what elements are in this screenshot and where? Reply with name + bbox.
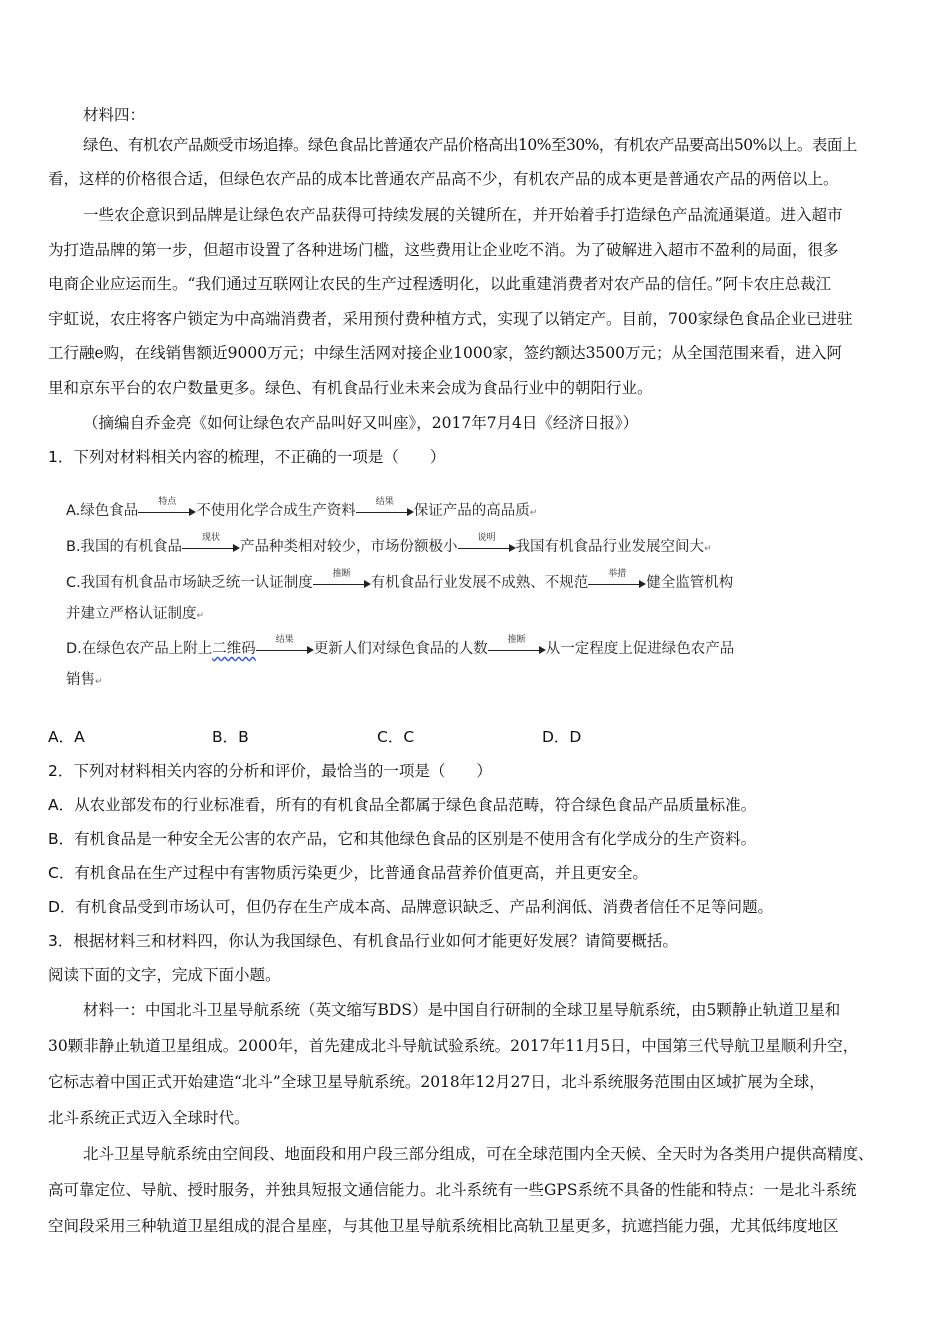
arrow-icon [588, 569, 646, 594]
option-text: 从一定程度上促进绿色农产品 [545, 641, 735, 657]
option-text: 产品种类相对较少，市场份额极小 [240, 539, 458, 555]
material4-line: 里和京东平台的农户数量更多。绿色、有机食品行业未来会成为食品行业中的朝阳行业。 [48, 379, 653, 397]
material1-line: 材料一：中国北斗卫星导航系统（英文缩写BDS）是中国自行研制的全球卫星导航系统，由5颗静止轨道卫星和 [83, 1001, 841, 1019]
paragraph-line: 高可靠定位、导航、授时服务，并独具短报文通信能力。北斗系统有一些GPS系统不具备的性能和特点：一是北斗系统 [48, 1181, 857, 1199]
arrow-icon [256, 635, 314, 660]
paragraph-line: 北斗卫星导航系统由空间段、地面段和用户段三部分组成，可在全球范围内全天候、全天时为各类用户提供高精度、 [83, 1145, 874, 1163]
option-text: 二维码 [212, 641, 256, 657]
material4-source: （摘编自乔金亮《如何让绿色农产品叫好又叫座》，2017年7月4日《经济日报》） [83, 414, 639, 432]
q1-choice-a[interactable]: A．A [48, 728, 85, 746]
arrow-label: 现状 [202, 533, 221, 543]
option-text: 销售 [66, 672, 95, 688]
option-text: 更新人们对绿色食品的人数 [313, 641, 488, 657]
q2-option-c[interactable]: C．有机食品在生产过程中有害物质污染更少，比普通食品营养价值更高，并且更安全。 [48, 864, 648, 882]
reading-intro: 阅读下面的文字，完成下面小题。 [48, 966, 281, 984]
material1-line: 北斗系统正式迈入全球时代。 [48, 1109, 250, 1127]
q1-option-d-line2: 销售↵ [66, 672, 103, 688]
arrow-label: 推断 [332, 569, 351, 579]
arrow-icon [313, 569, 371, 594]
arrow-icon [458, 533, 516, 558]
q1-option-c [66, 569, 734, 594]
option-text: C.我国有机食品市场缺乏统一认证制度 [66, 575, 313, 591]
material4-line: 电商企业应运而生。“我们通过互联网让农民的生产过程透明化，以此重建消费者对农产品的信任。”阿卡农庄总裁江 [48, 275, 832, 293]
material4-heading: 材料四： [83, 106, 146, 124]
q1-stem: 1．下列对材料相关内容的梳理，不正确的一项是（ ） [48, 448, 446, 466]
option-text: 并建立严格认证制度 [66, 606, 197, 622]
arrow-icon [138, 497, 196, 522]
material4-line: 为打造品牌的第一步，但超市设置了各种进场门槛，这些费用让企业吃不消。为了破解进入超市不盈利的局面，很多 [48, 241, 839, 259]
material4-line: 看，这样的价格很合适，但绿色农产品的成本比普通农产品高不少，有机农产品的成本更是普通农产品的两倍以上。 [48, 170, 839, 188]
arrow-label: 结果 [275, 635, 294, 645]
material4-line: 一些农企意识到品牌是让绿色农产品获得可持续发展的关键所在，并开始着手打造绿色产品流通渠道。进入超市 [83, 206, 843, 224]
option-text: 保证产品的高品质 [413, 503, 530, 519]
option-text: 有机食品行业发展不成熟、不规范 [370, 575, 589, 591]
option-text: B.我国的有机食品 [66, 539, 183, 555]
q2-stem: 2．下列对材料相关内容的分析和评价，最恰当的一项是（ ） [48, 762, 492, 780]
material4-line: 宇虹说，农庄将客户锁定为中高端消费者，采用预付费种植方式，实现了以销定产。目前，700家绿色食品企业已进驻 [48, 310, 853, 328]
option-text: D.在绿色农产品上附上 [66, 641, 213, 657]
arrow-icon [182, 533, 240, 558]
q1-option-b: B.我国的有机食品 现状 产品种类相对较少，市场份额极小 说明 我国有机食品行业发展空间大↵ [66, 536, 712, 560]
option-text: A.绿色食品 [66, 503, 139, 519]
material1-line: 它标志着中国正式开始建造“北斗”全球卫星导航系统。2018年12月27日，北斗系统服务范围由区域扩展为全球， [48, 1073, 825, 1091]
arrow-label: 说明 [477, 533, 496, 543]
q1-option-d [66, 635, 735, 660]
q2-option-b[interactable]: B．有机食品是一种安全无公害的农产品，它和其他绿色食品的区别是不使用含有化学成分的生产资料。 [48, 830, 757, 848]
material4-line: 工行融e购，在线销售额近9000万元；中绿生活网对接企业1000家，签约额达3500万元；从全国范围来看，进入阿 [48, 344, 843, 362]
arrow-label: 举措 [608, 569, 627, 579]
q1-choice-d[interactable]: D．D [542, 728, 582, 746]
material1-line: 30颗非静止轨道卫星组成。2000年，首先建成北斗导航试验系统。2017年11月5日，中国第三代导航卫星顺利升空， [48, 1037, 859, 1055]
material4-line: 绿色、有机农产品颇受市场追捧。绿色食品比普通农产品价格高出10%至30%，有机农产品要高出50%以上。表面上 [83, 136, 857, 154]
option-text: 不使用化学合成生产资料 [196, 503, 356, 519]
q2-option-a[interactable]: A．从农业部发布的行业标准看，所有的有机食品全都属于绿色食品范畴，符合绿色食品产品质量标准。 [48, 796, 757, 814]
q1-choice-c[interactable]: C．C [377, 728, 415, 746]
arrow-icon [356, 497, 414, 522]
q1-option-a: A.绿色食品 特点 不使用化学合成生产资料 结果 保证产品的高品质↵ [66, 500, 537, 524]
q1-option-c-line2: 并建立严格认证制度↵ [66, 606, 205, 622]
q1-choice-b[interactable]: B．B [212, 728, 249, 746]
paragraph-line: 空间段采用三种轨道卫星组成的混合星座，与其他卫星导航系统相比高轨卫星更多，抗遮挡能力强，尤其低纬度地区 [48, 1217, 839, 1235]
q3-stem: 3．根据材料三和材料四，你认为我国绿色、有机食品行业如何才能更好发展？请简要概括。 [48, 932, 678, 950]
option-text: 健全监管机构 [646, 575, 734, 591]
arrow-label: 特点 [158, 497, 177, 507]
q2-option-d[interactable]: D．有机食品受到市场认可，但仍存在生产成本高、品牌意识缺乏、产品利润低、消费者信任不足等问题。 [48, 898, 773, 916]
arrow-icon [488, 635, 546, 660]
arrow-label: 结果 [375, 497, 394, 507]
arrow-label: 推断 [507, 635, 526, 645]
option-text: 我国有机食品行业发展空间大 [515, 539, 705, 555]
